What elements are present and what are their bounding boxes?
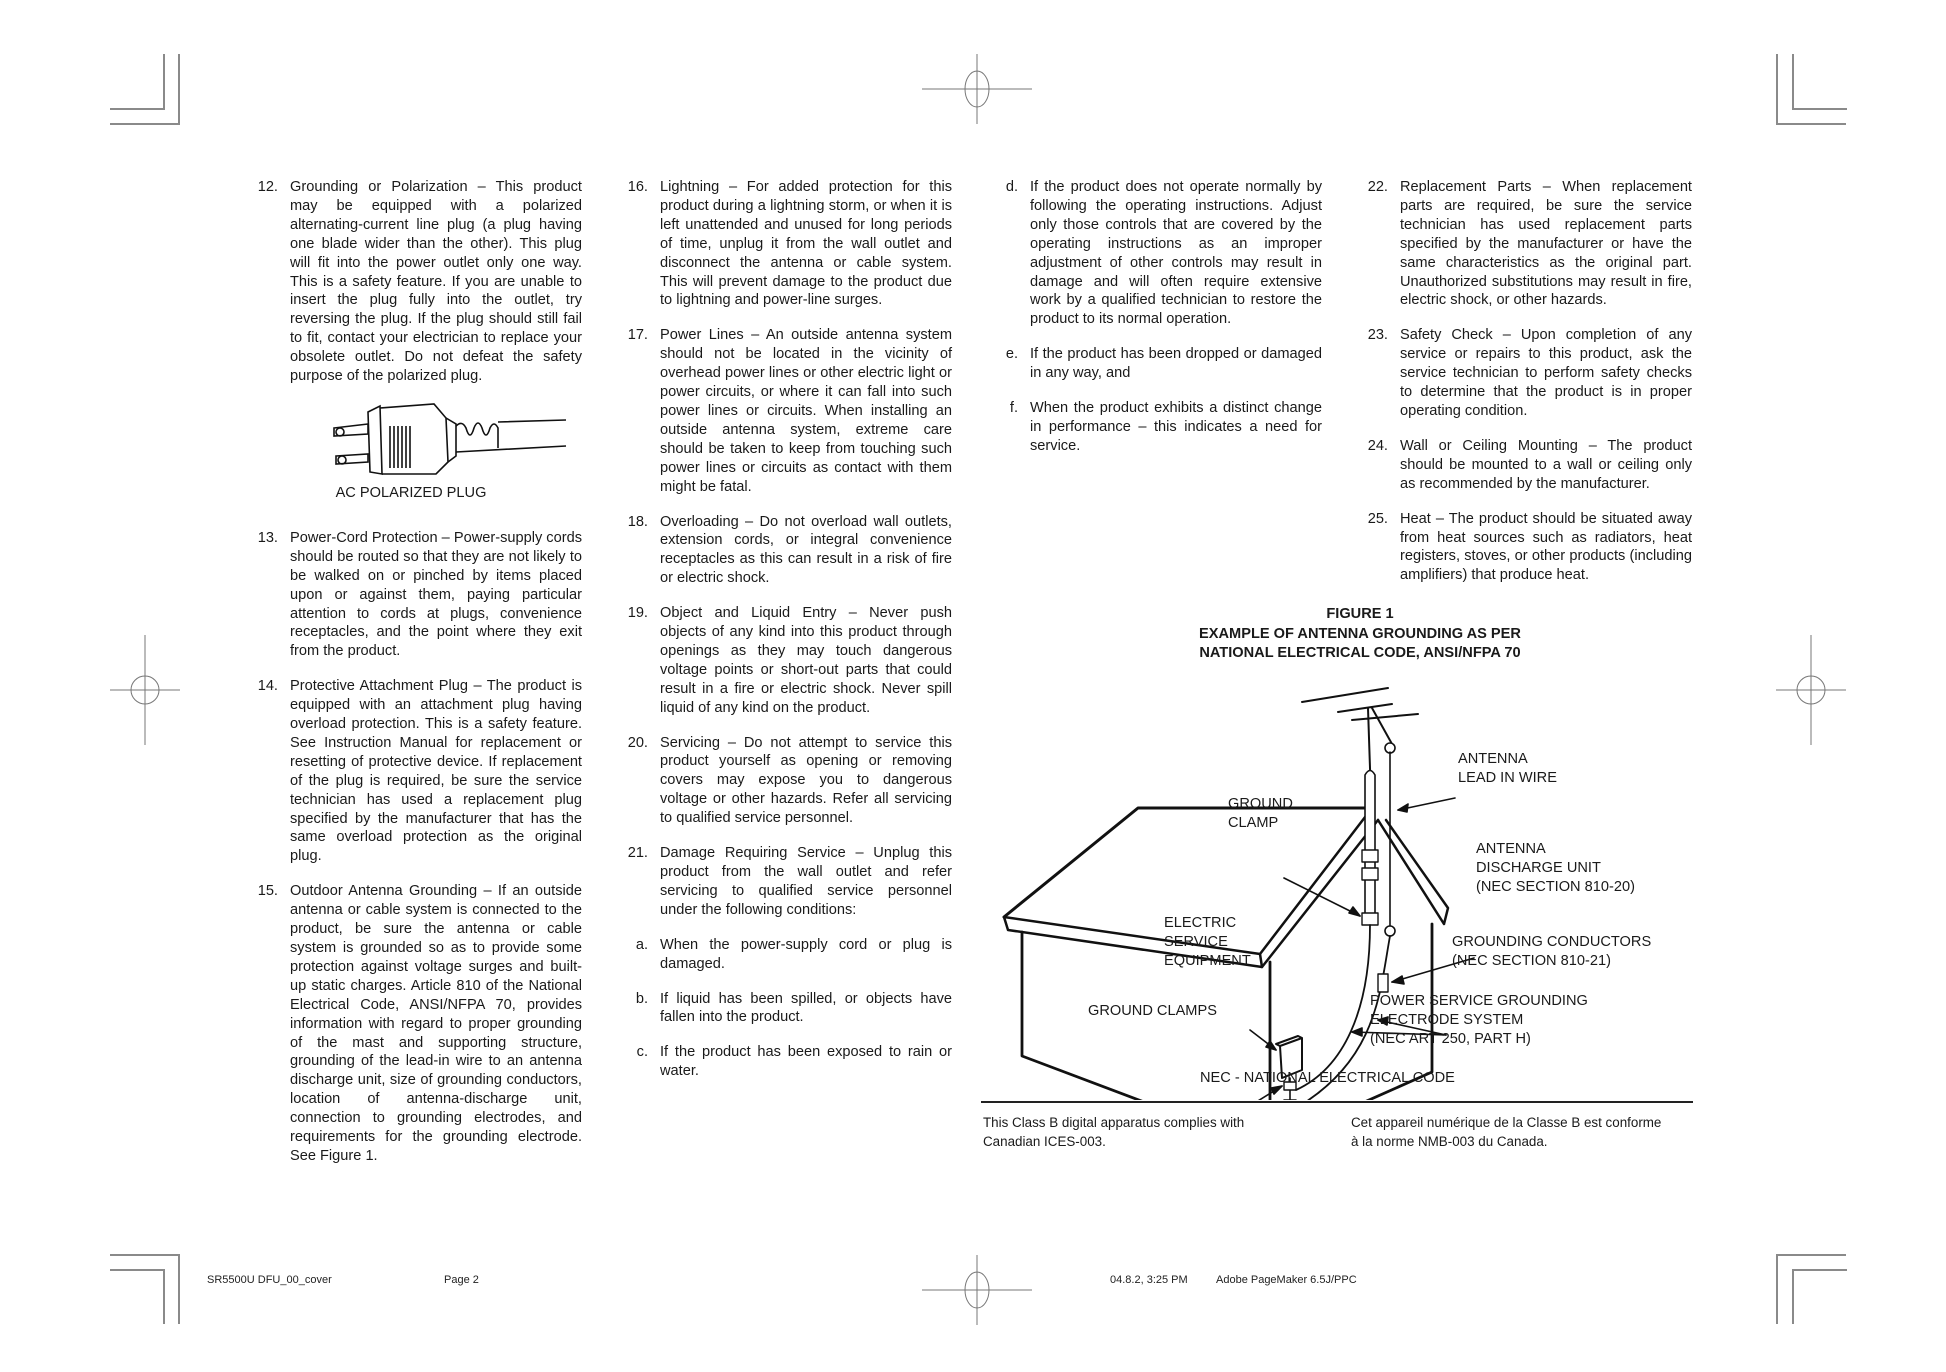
ac-polarized-plug-illustration xyxy=(240,396,582,476)
item-number: 19. xyxy=(627,605,648,622)
safety-item-14 xyxy=(240,677,582,866)
item-number: 21. xyxy=(627,845,648,862)
item-text: If the product has been dropped or damaged in any way, and xyxy=(1030,346,1322,382)
item-text: Object and Liquid Entry – Never push objects of any kind into this product through openings as they may touch dangerous voltage points or short-out parts that could result in a fire or electric shock. Never spill liquid of any kind on the product. xyxy=(660,605,952,716)
crop-mark xyxy=(1776,1254,1846,1256)
condition-e xyxy=(980,345,1322,383)
safety-item-20 xyxy=(610,734,952,829)
safety-item-21 xyxy=(610,844,952,920)
plug-caption: AC POLARIZED PLUG xyxy=(335,484,487,501)
crop-mark xyxy=(110,108,165,110)
label-line: (NEC SECTION 810-20) xyxy=(1476,879,1635,895)
item-letter: f. xyxy=(1009,400,1018,417)
crop-mark xyxy=(1792,1269,1847,1271)
notice-line: Cet appareil numérique de la Classe B est conforme xyxy=(1351,1115,1662,1130)
item-text: Power-Cord Protection – Power-supply cords should be routed so that they are not likely to be walked on or pinched by items placed upon or against them, paying particular attention to cords at plugs, convenience receptacles, and the point where they exit from the product. xyxy=(290,529,582,660)
item-text: When the power-supply cord or plug is damaged. xyxy=(660,936,952,972)
crop-mark xyxy=(178,1254,180,1324)
figure-number: FIGURE 1 xyxy=(1326,606,1394,622)
notice-line: Canadian ICES-003. xyxy=(983,1133,1106,1149)
label-antenna-lead-in-wire xyxy=(1458,750,1557,788)
label-line: DISCHARGE UNIT xyxy=(1476,860,1601,876)
item-text: If the product has been exposed to rain or water. xyxy=(660,1044,952,1080)
registration-mark-right xyxy=(1776,635,1846,745)
crop-mark xyxy=(1792,108,1847,110)
notice-line: à la norme NMB-003 du Canada. xyxy=(1351,1133,1548,1149)
condition-f xyxy=(980,399,1322,456)
slug-application: Adobe PageMaker 6.5J/PPC xyxy=(1216,1274,1357,1286)
item-letter: d. xyxy=(1005,179,1018,195)
label-electric-service-equipment xyxy=(1164,914,1251,971)
safety-item-23 xyxy=(1350,326,1692,421)
item-text: Overloading – Do not overload wall outlets, extension cords, or integral convenience receptacles as this can result in a risk of fire or electric shock. xyxy=(660,513,952,587)
safety-item-22 xyxy=(1350,178,1692,310)
label-line: LEAD IN WIRE xyxy=(1458,770,1557,786)
crop-mark xyxy=(163,54,165,109)
section-divider xyxy=(981,1101,1693,1103)
ices-notice-english xyxy=(983,1114,1244,1151)
label-line: ANTENNA xyxy=(1476,841,1546,857)
ices-notice-french xyxy=(1351,1114,1661,1151)
item-number: 12. xyxy=(257,179,278,195)
label-line: EQUIPMENT xyxy=(1164,953,1251,969)
condition-d xyxy=(980,178,1322,329)
item-number: 15. xyxy=(257,883,278,900)
label-power-service-grounding xyxy=(1370,992,1588,1049)
figure-footnote: NEC - NATIONAL ELECTRICAL CODE xyxy=(1200,1070,1455,1086)
registration-mark-left xyxy=(110,635,180,745)
column-2 xyxy=(610,178,952,1097)
label-ground-clamp xyxy=(1228,795,1293,833)
label-line: ANTENNA xyxy=(1458,751,1528,767)
item-text: When the product exhibits a distinct change in performance – this indicates a need for service. xyxy=(1030,400,1322,454)
crop-mark xyxy=(110,123,180,125)
item-text: Power Lines – An outside antenna system should not be located in the vicinity of overhead power lines or other electric light or power circuits, or where it can fall into such power lines or circuits. When installing an outside antenna system, extreme care should be taken to keep from touching such power lines or circuits as contact with them might be fatal. xyxy=(660,327,952,495)
item-text: Servicing – Do not attempt to service this product yourself as opening or removing covers may expose you to dangerous voltage or other hazards. Refer all servicing to qualified service personnel. xyxy=(660,734,952,827)
slug-filename: SR5500U DFU_00_cover xyxy=(207,1274,332,1286)
crop-mark xyxy=(163,1269,165,1324)
registration-mark-top xyxy=(922,54,1032,124)
item-letter: a. xyxy=(635,936,648,953)
notice-line: This Class B digital apparatus complies with xyxy=(983,1115,1245,1130)
safety-item-24 xyxy=(1350,437,1692,494)
label-line: SERVICE xyxy=(1164,934,1228,950)
item-letter: c. xyxy=(636,1044,648,1061)
crop-mark xyxy=(1792,54,1794,109)
item-text: Lightning – For added protection for this product during a lightning storm, or when it is left unattended and unused for long periods of time, unplug it from the wall outlet and disconnect the antenna or cable system. This will prevent damage to the product due to lightning and power-line surges. xyxy=(660,179,952,309)
figure-title-line: NATIONAL ELECTRICAL CODE, ANSI/NFPA 70 xyxy=(1199,645,1521,661)
condition-c xyxy=(610,1043,952,1081)
item-number: 23. xyxy=(1367,327,1388,344)
item-number: 17. xyxy=(627,327,648,344)
label-line: GROUNDING CONDUCTORS xyxy=(1452,934,1652,950)
item-number: 22. xyxy=(1367,179,1388,195)
safety-item-17 xyxy=(610,326,952,496)
item-text: Outdoor Antenna Grounding – If an outside antenna or cable system is connected to the product, be sure the antenna or cable system is grounded so as to provide some protection against voltage surges and built-up static charges. Article 810 of the National Electrical Code, ANSI/NFPA 70, provides information with regard to proper grounding of the mast and supporting structure, grounding of the lead-in wire to an antenna discharge unit, size of grounding conductors, location of antenna-discharge unit, connection to grounding electrodes, and requirements for the grounding electrode. See Figure 1. xyxy=(290,883,582,1164)
registration-mark-bottom xyxy=(922,1255,1032,1325)
label-grounding-conductors xyxy=(1452,933,1651,971)
item-text: Protective Attachment Plug – The product is equipped with an attachment plug having overload protection. This is a safety feature. See Instruction Manual for replacement or resetting of protective device. If replacement of the plug is required, be sure the service technician has used a replacement plug specified by the manufacturer that has the same overload protection as the original plug. xyxy=(290,678,582,865)
figure-title xyxy=(1080,605,1640,664)
label-line: (NEC SECTION 810-21) xyxy=(1452,953,1611,969)
label-line: POWER SERVICE GROUNDING xyxy=(1370,993,1588,1009)
item-number: 13. xyxy=(257,529,278,546)
item-number: 25. xyxy=(1367,510,1388,527)
label-antenna-discharge-unit xyxy=(1476,840,1635,897)
slug-datetime: 04.8.2, 3:25 PM xyxy=(1110,1274,1188,1286)
item-text: If the product does not operate normally by following the operating instructions. Adjust only those controls that are covered by the operating instructions as an improper adjustment of other controls may result in damage and will often require extensive work by a qualified technician to restore the product to its normal operation. xyxy=(1030,179,1322,328)
item-number: 18. xyxy=(627,513,648,530)
slug-page: Page 2 xyxy=(444,1274,479,1286)
column-3 xyxy=(980,178,1322,472)
house-roof xyxy=(1004,808,1372,917)
condition-b xyxy=(610,990,952,1028)
safety-item-25 xyxy=(1350,510,1692,586)
item-text: Grounding or Polarization – This product may be equipped with a polarized alternating-current line plug (a plug having one blade wider than the other). This plug will fit into the power outlet only one way. This is a safety feature. If you are unable to insert the plug fully into the outlet, try reversing the plug. If the plug should still fail to fit, contact your electrician to replace your obsolete outlet. Do not defeat the safety purpose of the polarized plug. xyxy=(290,179,582,385)
label-line: ELECTRIC xyxy=(1164,915,1237,931)
crop-mark xyxy=(110,1254,180,1256)
label-line: CLAMP xyxy=(1228,815,1279,831)
condition-a xyxy=(610,936,952,974)
crop-mark xyxy=(1776,1254,1778,1324)
item-number: 16. xyxy=(627,179,648,195)
item-text: Wall or Ceiling Mounting – The product should be mounted to a wall or ceiling only as recommended by the manufacturer. xyxy=(1400,437,1692,492)
safety-item-16 xyxy=(610,178,952,310)
safety-item-12 xyxy=(240,178,582,386)
label-line: GROUND xyxy=(1228,796,1293,812)
item-text: If liquid has been spilled, or objects have fallen into the product. xyxy=(660,990,952,1026)
label-line: (NEC ART 250, PART H) xyxy=(1370,1031,1531,1047)
column-1 xyxy=(240,178,582,1182)
crop-mark xyxy=(1776,54,1778,124)
crop-mark xyxy=(1776,123,1846,125)
crop-mark xyxy=(178,54,180,124)
column-4 xyxy=(1350,178,1692,601)
safety-item-15 xyxy=(240,882,582,1166)
item-text: Replacement Parts – When replacement parts are required, be sure the service technician has used replacement parts specified by the manufacturer or have the same characteristics as the original part. Unauthorized substitutions may result in fire, electric shock, or other hazards. xyxy=(1400,179,1692,309)
figure-title-line: EXAMPLE OF ANTENNA GROUNDING AS PER xyxy=(1199,625,1521,642)
item-text: Damage Requiring Service – Unplug this product from the wall outlet and refer servicing to qualified service personnel under the following conditions: xyxy=(660,845,952,918)
item-text: Safety Check – Upon completion of any service or repairs to this product, ask the service technician to perform safety checks to determine that the product is in proper operating condition. xyxy=(1400,327,1692,419)
label-line: ELECTRODE SYSTEM xyxy=(1370,1012,1524,1028)
safety-item-13 xyxy=(240,529,582,661)
safety-item-19 xyxy=(610,604,952,717)
item-number: 20. xyxy=(627,734,648,751)
safety-item-18 xyxy=(610,513,952,589)
label-ground-clamps: GROUND CLAMPS xyxy=(1088,1003,1217,1019)
item-number: 24. xyxy=(1367,437,1388,454)
item-letter: b. xyxy=(635,990,648,1007)
item-letter: e. xyxy=(1005,346,1018,363)
crop-mark xyxy=(1792,1269,1794,1324)
item-number: 14. xyxy=(257,678,278,695)
item-text: Heat – The product should be situated away from heat sources such as radiators, heat registers, stoves, or other products (including amplifiers) that produce heat. xyxy=(1400,510,1692,584)
crop-mark xyxy=(110,1269,165,1271)
